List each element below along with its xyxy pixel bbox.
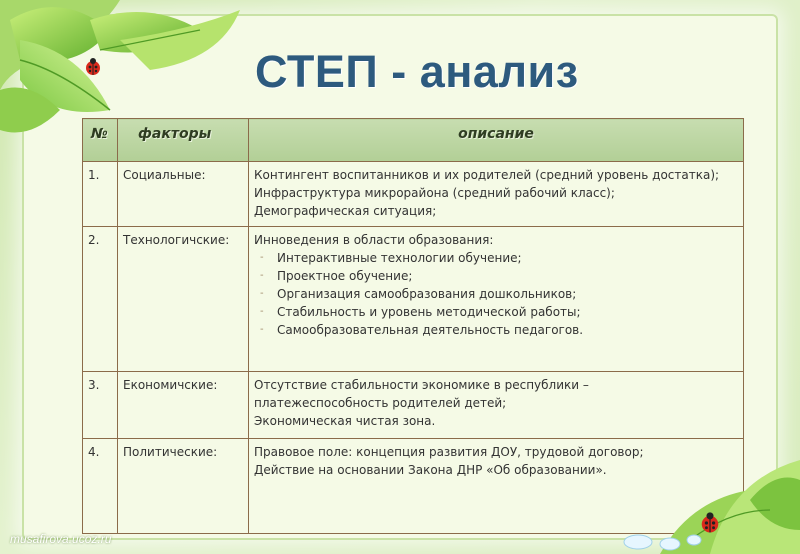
description-line: Отсутствие стабильности экономике в республики – [254, 378, 589, 392]
row-factor: Економичские: [118, 372, 249, 439]
description-line: Контингент воспитанников и их родителей (средний уровень достатка); [254, 168, 720, 182]
list-item: - Проектное обучение; [260, 267, 738, 285]
water-drop-icon [618, 528, 708, 552]
row-factor: Социальные: [118, 162, 249, 227]
list-item: - Интерактивные технологии обучение; [260, 249, 738, 267]
row-number: 3. [83, 372, 118, 439]
table-row [83, 372, 744, 439]
description-line: Правовое поле: концепция развития ДОУ, трудовой договор; [254, 445, 644, 459]
description-line: Демографическая ситуация; [254, 204, 437, 218]
description-line: Действие на основании Закона ДНР «Об образовании». [254, 463, 607, 477]
row-factor: Технологичские: [118, 227, 249, 372]
description-line: Экономическая чистая зона. [254, 414, 436, 428]
watermark-text: musafirova.ucoz.ru [10, 532, 112, 546]
ladybug-icon [82, 56, 104, 78]
row-factor: Политические: [118, 439, 249, 534]
description-line: Инфраструктура микрорайона (средний рабочий класс); [254, 186, 615, 200]
table-row [83, 162, 744, 227]
header-number: № [83, 119, 118, 162]
row-description [249, 227, 744, 372]
header-description: описание [249, 119, 744, 162]
row-number: 1. [83, 162, 118, 227]
row-description [249, 162, 744, 227]
row-number: 4. [83, 439, 118, 534]
header-factors: факторы [118, 119, 249, 162]
slide-title: СТЕП - анализ [255, 46, 579, 97]
row-number: 2. [83, 227, 118, 372]
list-item: - Организация самообразования дошкольников; [260, 285, 738, 303]
description-list [254, 249, 738, 339]
description-line: платежеспособность родителей детей; [254, 396, 507, 410]
row-description [249, 372, 744, 439]
table-row [83, 227, 744, 372]
list-item: - Стабильность и уровень методической работы; [260, 303, 738, 321]
description-intro: Инноведения в области образования: [254, 233, 494, 247]
table-header-row [83, 119, 744, 162]
list-item: - Самообразовательная деятельность педагогов. [260, 321, 738, 339]
